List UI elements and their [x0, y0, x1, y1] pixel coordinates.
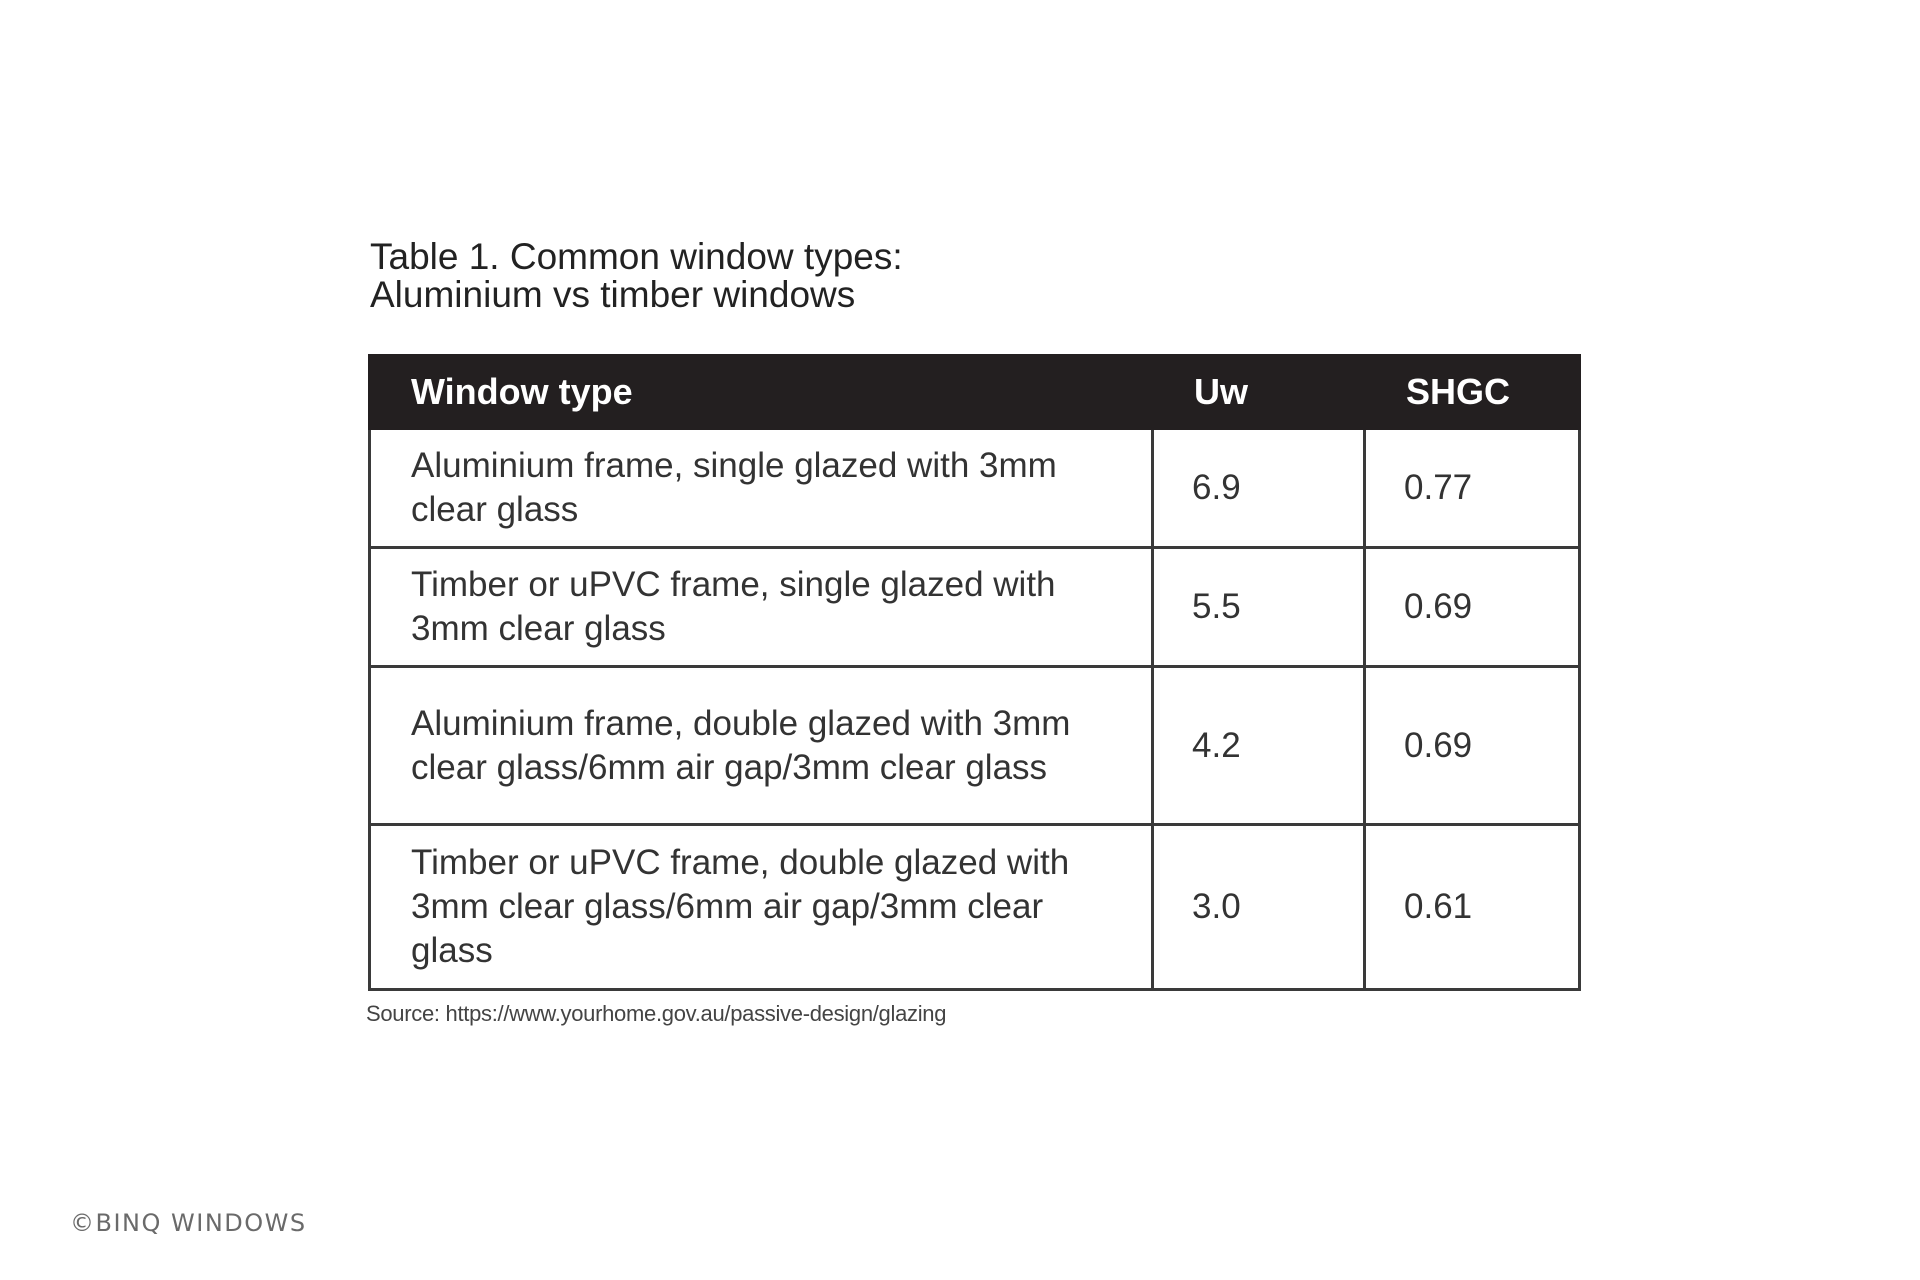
cell-uw: 3.0	[1153, 825, 1365, 990]
cell-uw: 4.2	[1153, 667, 1365, 825]
table-row	[370, 429, 1580, 548]
header-window-type: Window type	[370, 356, 1153, 429]
source-citation: Source: https://www.yourhome.gov.au/passive-design/glazing	[366, 1001, 947, 1026]
table-row	[370, 825, 1580, 990]
caption-line-2: Aluminium vs timber windows	[370, 274, 856, 315]
header-shgc: SHGC	[1365, 356, 1580, 429]
cell-shgc: 0.77	[1365, 429, 1580, 548]
cell-shgc: 0.69	[1365, 667, 1580, 825]
cell-shgc: 0.69	[1365, 548, 1580, 667]
cell-window-type: Timber or uPVC frame, single glazed with 3mm clear glass	[370, 548, 1153, 667]
cell-window-type: Timber or uPVC frame, double glazed with 3mm clear glass/6mm air gap/3mm clear glass	[370, 825, 1153, 990]
table-row	[370, 667, 1580, 825]
table-caption	[370, 238, 1578, 314]
cell-uw: 5.5	[1153, 548, 1365, 667]
cell-shgc: 0.61	[1365, 825, 1580, 990]
cell-window-type: Aluminium frame, double glazed with 3mm clear glass/6mm air gap/3mm clear glass	[370, 667, 1153, 825]
cell-window-type: Aluminium frame, single glazed with 3mm clear glass	[370, 429, 1153, 548]
table-row	[370, 548, 1580, 667]
copyright-watermark: ©BINQ WINDOWS	[70, 1209, 307, 1237]
caption-line-1: Table 1. Common window types:	[370, 236, 903, 277]
document	[368, 238, 1578, 1027]
window-types-table	[368, 354, 1581, 991]
table-header-row	[370, 356, 1580, 429]
header-uw: Uw	[1153, 356, 1365, 429]
cell-uw: 6.9	[1153, 429, 1365, 548]
